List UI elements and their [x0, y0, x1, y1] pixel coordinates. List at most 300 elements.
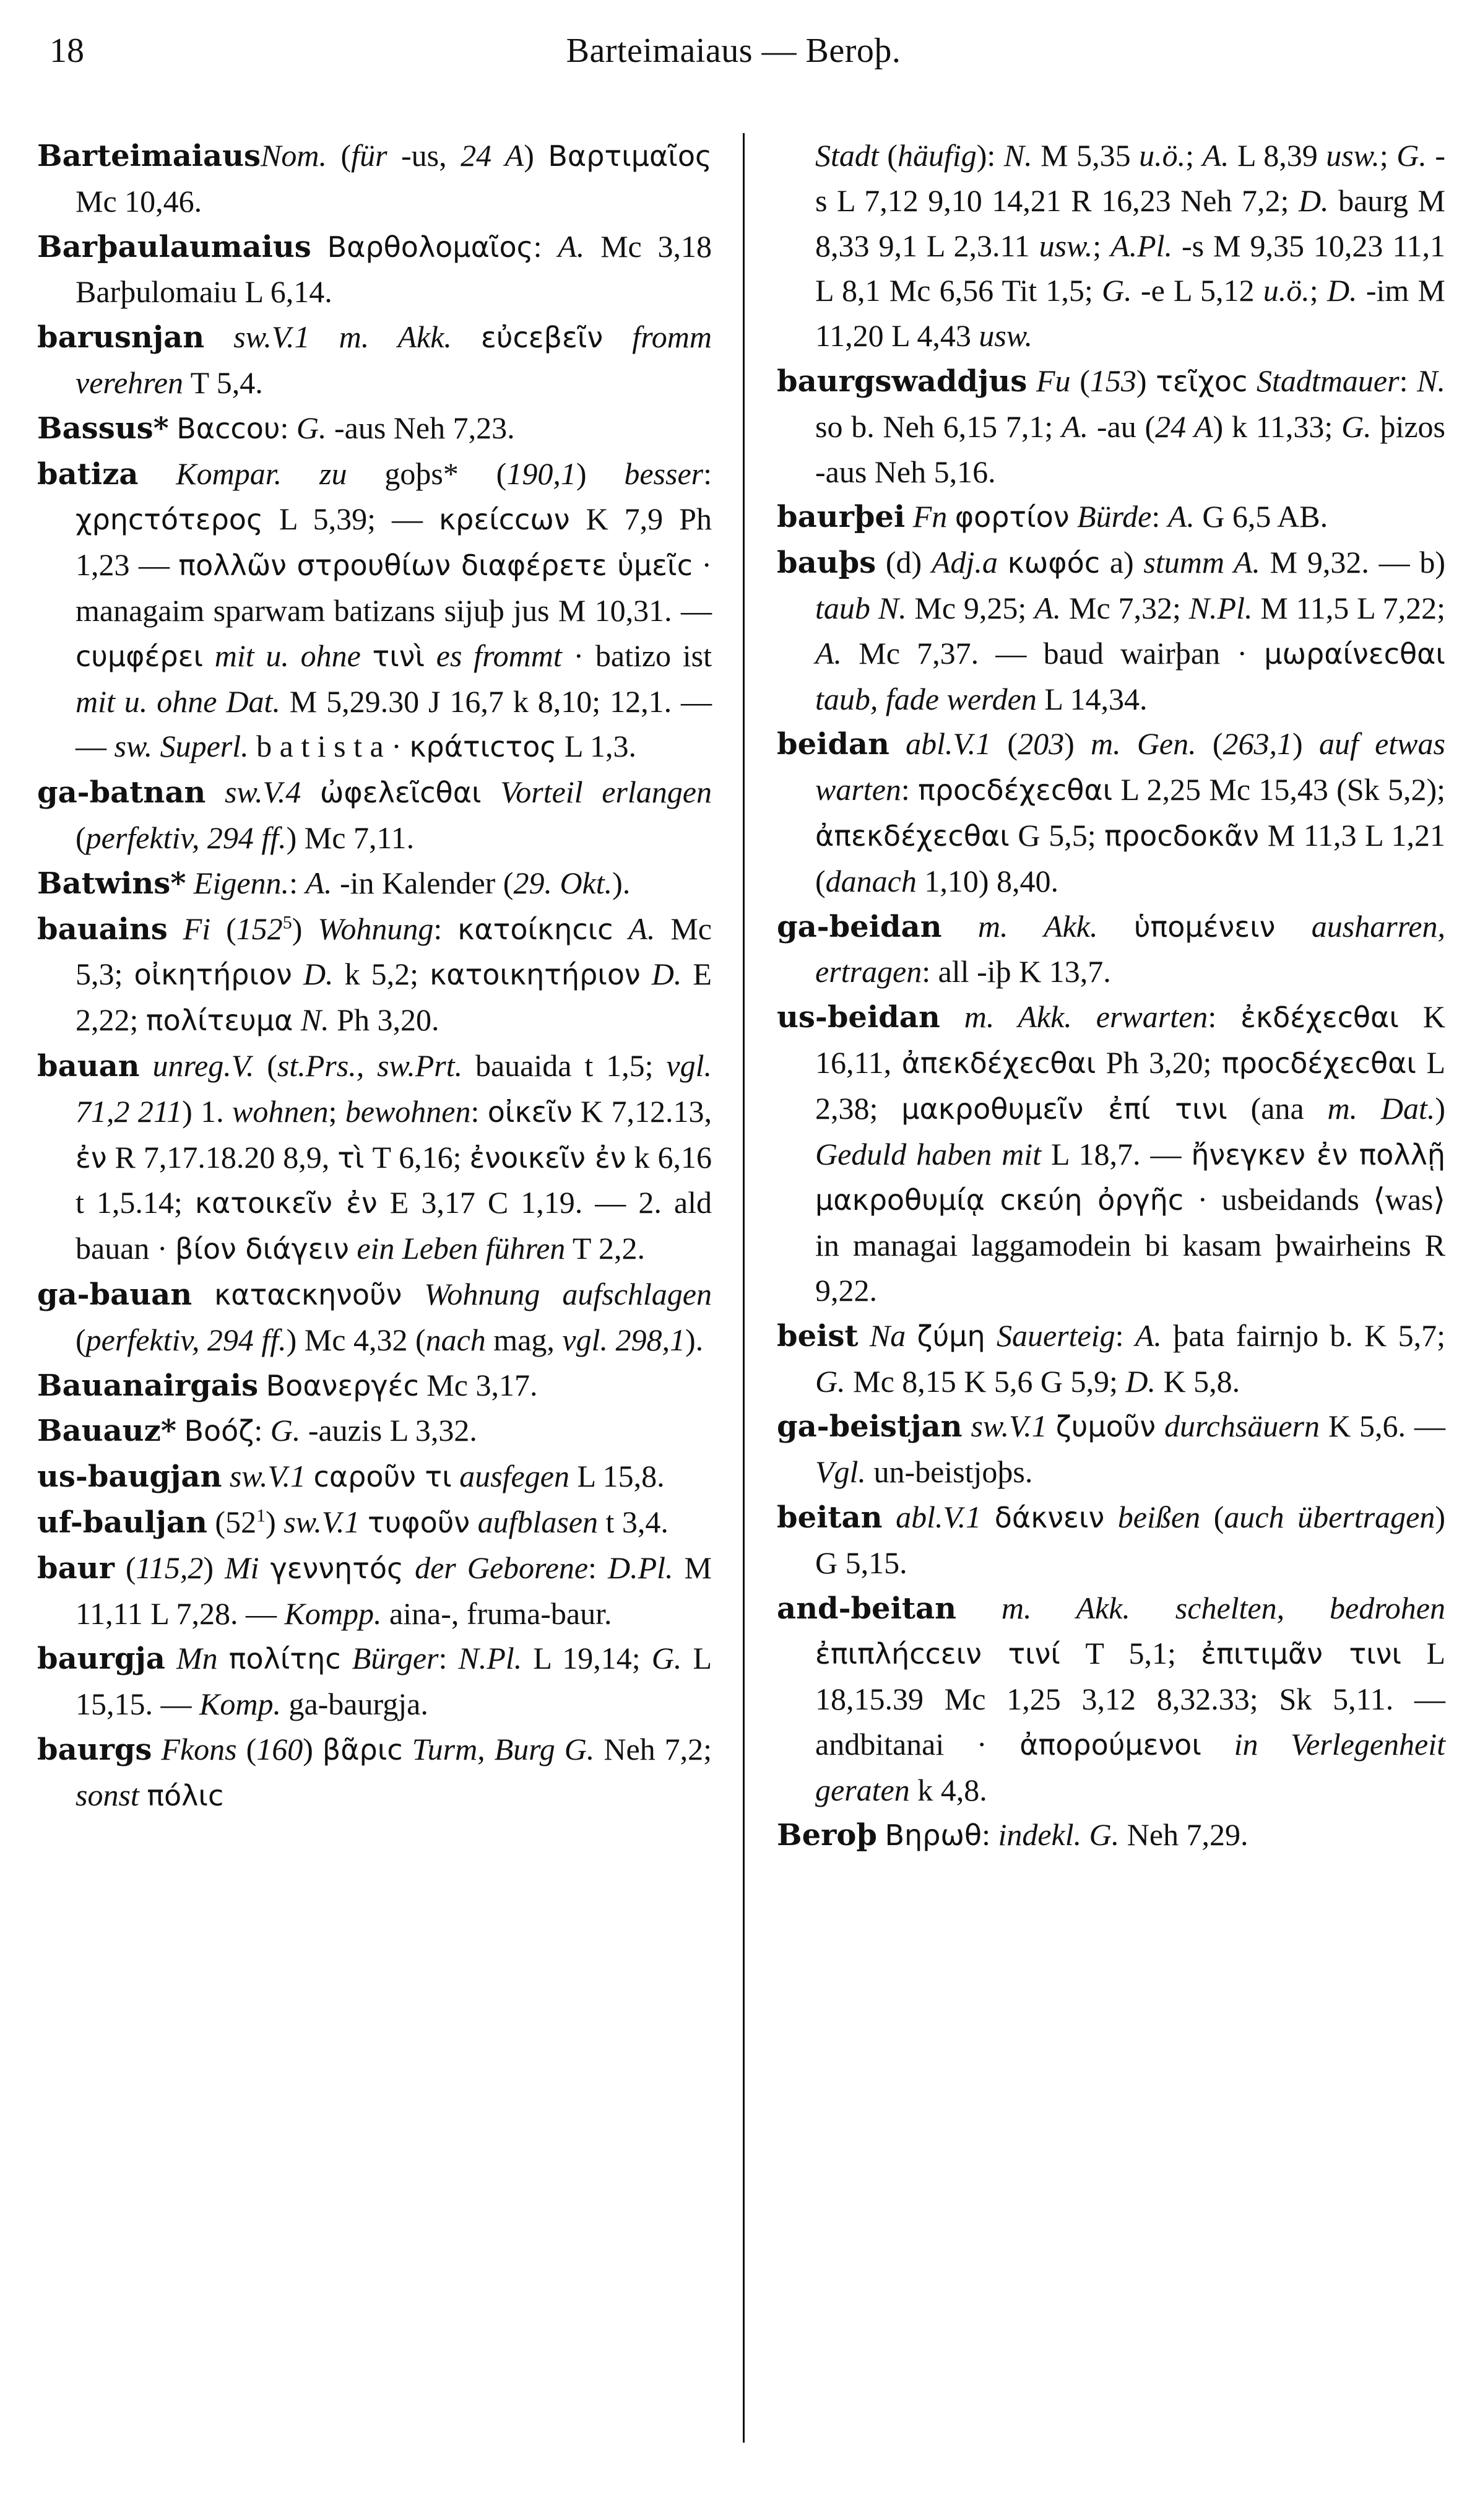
dictionary-entry — [37, 451, 712, 770]
entry-text — [1098, 909, 1134, 944]
entry-text: so b. Neh 6,15 7,1; — [815, 409, 1062, 444]
dictionary-entry — [777, 1812, 1445, 1858]
entry-headword: Beroþ — [777, 1818, 877, 1853]
entry-text: K 16,11, — [815, 999, 1445, 1080]
entry-text — [404, 1550, 415, 1585]
entry-text — [1070, 499, 1078, 534]
entry-text: k 5,2; — [333, 957, 430, 992]
entry-text: ; — [1309, 273, 1327, 308]
italic-gloss: Fkons — [161, 1731, 237, 1766]
italic-gloss: 24 A — [461, 138, 524, 173]
greek-text: καταcκηνοῦν — [214, 1277, 402, 1311]
greek-text: Βαρθολομαῖος — [327, 230, 534, 264]
entry-text: : — [1208, 999, 1241, 1035]
entry-text — [204, 319, 233, 354]
dictionary-entry — [777, 1586, 1445, 1813]
entry-text — [613, 911, 628, 946]
greek-text: πολίτηc — [228, 1642, 341, 1676]
entry-headword: bauan — [37, 1048, 140, 1084]
greek-text: τυφοῦν — [367, 1505, 470, 1539]
italic-gloss: bewohnen — [345, 1093, 471, 1129]
entry-text: k 6,16 t 1,5.14; — [76, 1139, 712, 1220]
dictionary-entry — [777, 904, 1445, 995]
entry-text: : — [433, 911, 458, 946]
italic-gloss: A. — [558, 228, 585, 264]
entry-text: ) — [524, 138, 548, 173]
greek-text: ἐκδέχεcθαι — [1240, 1001, 1399, 1035]
entry-text — [203, 638, 215, 673]
entry-text: L 18,7. — — [1041, 1136, 1192, 1171]
entry-text: bauaida t 1,5; — [462, 1048, 667, 1083]
entry-text — [956, 1591, 1002, 1625]
entry-text: ; — [328, 1093, 345, 1129]
entry-text: Neh 7,29. — [1119, 1817, 1248, 1853]
dictionary-entry — [37, 1636, 712, 1727]
entry-text: ) k 11,33; — [1213, 409, 1342, 444]
entry-text: ) — [1064, 726, 1091, 762]
italic-gloss: Sauerteig — [996, 1318, 1115, 1353]
entry-text — [140, 1048, 153, 1083]
entry-text — [186, 866, 194, 900]
entry-text: K 7,9 Ph 1,23 — — [76, 502, 712, 583]
italic-gloss: 152 — [236, 911, 283, 946]
entry-headword: bauains — [37, 911, 168, 947]
italic-gloss: Stadt — [815, 138, 879, 173]
dictionary-entry — [777, 1404, 1445, 1495]
entry-text: : — [533, 228, 558, 264]
italic-gloss: 203 — [1018, 726, 1065, 762]
italic-gloss: Na — [869, 1318, 906, 1353]
entry-text — [940, 999, 964, 1034]
italic-gloss: A. — [1167, 499, 1195, 534]
greek-text: ἐπιπλήccειν τινί — [815, 1637, 1060, 1671]
italic-gloss: usw. — [1326, 138, 1380, 173]
entry-text: ) — [292, 911, 318, 946]
italic-gloss: D. — [303, 957, 334, 992]
entry-text: T 5,4. — [183, 365, 263, 400]
entry-text: -us, — [387, 138, 461, 173]
entry-text: G 5,5; — [1009, 817, 1105, 853]
entry-text — [1047, 1409, 1056, 1443]
italic-gloss: Fn — [912, 499, 948, 534]
entry-text: T 5,1; — [1060, 1636, 1201, 1671]
entry-text — [1201, 1727, 1234, 1762]
greek-text: ὑπομένειν — [1133, 910, 1276, 944]
entry-text: K 7,12.13, — [572, 1093, 712, 1129]
greek-text: δάκνειν — [994, 1500, 1105, 1534]
entry-text: k 4,8. — [909, 1772, 987, 1807]
entry-text: Neh 7,2; — [594, 1731, 712, 1766]
italic-gloss: für — [351, 138, 387, 173]
entry-text — [259, 1550, 270, 1585]
italic-gloss: durchsäuern — [1164, 1409, 1320, 1444]
entry-text: ). — [612, 865, 631, 900]
column-divider — [743, 133, 745, 2443]
italic-gloss: G. — [270, 1413, 301, 1448]
entry-text: -im M 11,20 L 4,43 — [815, 273, 1445, 354]
entry-text: ga-baurgja. — [280, 1687, 428, 1722]
italic-gloss: perfektiv, 294 ff. — [85, 1322, 287, 1357]
entry-headword: Bauanairgais — [37, 1368, 259, 1403]
italic-gloss: indekl. G. — [998, 1817, 1120, 1853]
entry-headword: Barteimaiaus — [37, 139, 261, 173]
entry-headword: ga-batnan — [37, 775, 206, 810]
italic-gloss: perfektiv, 294 ff. — [85, 820, 287, 855]
entry-headword: ga-beistjan — [777, 1409, 963, 1445]
italic-gloss: Kompar. zu — [176, 456, 347, 491]
italic-gloss: ausfegen — [459, 1459, 569, 1494]
dictionary-entry — [37, 1408, 712, 1454]
entry-text — [139, 1778, 147, 1812]
entry-text — [1275, 909, 1311, 944]
entry-text — [293, 1002, 301, 1037]
italic-gloss: 263,1 — [1222, 726, 1293, 762]
entry-text: baurg M 8,33 9,1 L 2,3.11 — [815, 183, 1445, 263]
entry-text: L 8,39 — [1229, 138, 1326, 173]
greek-text: χρηcτότερος — [76, 503, 263, 537]
italic-gloss: G. — [1396, 138, 1427, 173]
greek-text: ὠφελεῖcθαι — [319, 776, 482, 810]
italic-gloss: Mn — [176, 1641, 218, 1676]
greek-text: οἰκητήριον — [134, 958, 292, 992]
italic-gloss: häufig — [897, 138, 977, 173]
italic-gloss: N. — [300, 1002, 329, 1038]
dictionary-entry — [37, 1363, 712, 1409]
italic-gloss: A. — [1034, 590, 1062, 625]
entry-text: aina-, fruma-baur. — [381, 1596, 612, 1631]
entry-text: ) — [266, 1504, 284, 1539]
entry-text: ) Mc 4,32 ( — [286, 1322, 426, 1357]
greek-text: Βοανεργέc — [266, 1368, 419, 1402]
entry-text: G 6,5 AB. — [1194, 499, 1328, 534]
entry-headword: and-beitan — [777, 1591, 956, 1626]
greek-text: προcδοκᾶν — [1104, 819, 1260, 853]
italic-gloss: Wohnung aufschlagen — [424, 1276, 712, 1311]
entry-text: ) Mc 7,11. — [286, 820, 415, 855]
entry-text — [603, 319, 632, 354]
dictionary-entry — [37, 1500, 712, 1545]
entry-text: Mc 7,37. — baud wairþan · — [842, 635, 1265, 671]
entry-text: ( — [210, 911, 236, 946]
entry-text: a) — [1100, 545, 1144, 580]
greek-text: ἤνεγκεν ἐν πολλῇ μακροθυμίᾳ cκεύη ὀργῆc — [815, 1137, 1445, 1217]
left-column — [37, 133, 712, 1818]
entry-text: : — [901, 772, 919, 807]
right-column — [777, 133, 1445, 1858]
greek-text: κωφόc — [1007, 546, 1101, 580]
entry-headword: Bassus* — [37, 411, 169, 446]
entry-text: ( — [114, 1550, 136, 1585]
greek-text: προcδέχεcθαι — [918, 773, 1113, 807]
entry-text — [168, 911, 183, 946]
dictionary-entry — [777, 358, 1445, 494]
entry-text: : — [254, 1413, 270, 1448]
dictionary-entry — [37, 1272, 712, 1363]
entry-text: : all -iþ K 13,7. — [922, 954, 1111, 989]
italic-gloss: Mi — [225, 1550, 259, 1585]
entry-text: M 5,35 — [1032, 138, 1140, 173]
entry-headword: baur — [37, 1550, 115, 1586]
entry-text — [947, 499, 955, 534]
entry-text: K 5,8. — [1155, 1363, 1240, 1399]
entry-text: ( — [991, 726, 1018, 762]
entry-headword: uf-bauljan — [37, 1505, 207, 1540]
entry-text — [292, 957, 303, 991]
entry-text — [981, 1500, 995, 1534]
italic-gloss: Stadtmauer — [1257, 363, 1400, 398]
entry-text: : — [588, 1550, 608, 1585]
greek-text: Βοόζ — [184, 1414, 254, 1448]
entry-text: L 1,3. — [556, 729, 637, 764]
italic-gloss: D. — [651, 957, 682, 992]
dictionary-entry — [37, 133, 712, 224]
entry-text: þata fairnjo b. K 5,7; — [1161, 1318, 1446, 1353]
dictionary-entry — [777, 1313, 1445, 1404]
entry-text: ) — [203, 1550, 225, 1585]
greek-text: πολίτευμα — [145, 1004, 293, 1038]
entry-text: 52 — [225, 1504, 257, 1539]
entry-text: M 11,11 L 7,28. — — [76, 1550, 712, 1631]
entry-headword: beist — [777, 1318, 859, 1353]
entry-text: · managaim sparwam batizans sijuþ jus M 10,31. — — [76, 547, 712, 628]
entry-text: E 2,22; — [76, 957, 712, 1038]
italic-gloss: Vgl. — [815, 1454, 866, 1490]
greek-text: κρείccων — [439, 503, 570, 537]
entry-text: (d) — [876, 545, 932, 580]
greek-text: Βηρωθ — [885, 1818, 982, 1853]
entry-text: 1,10) 8,40. — [916, 863, 1059, 898]
greek-text: κατοίκηcιc — [457, 912, 613, 946]
italic-gloss: m. Akk. erwarten — [964, 999, 1208, 1035]
italic-gloss: Bürger — [352, 1641, 439, 1676]
entry-text: ) — [1136, 363, 1156, 398]
entry-text: ): — [976, 138, 1004, 173]
entry-headword: beitan — [777, 1500, 883, 1535]
italic-gloss: sw.V.1 m. Akk. — [233, 319, 452, 355]
entry-text: Mc 3,18 Barþulomaiu L 6,14. — [76, 228, 712, 310]
entry-text: -s M 9,35 10,23 11,1 L 8,1 Mc 6,56 Tit 1,5; — [815, 228, 1445, 308]
entry-text: Mc 5,3; — [76, 911, 712, 992]
entry-text: ) — [1292, 726, 1319, 762]
entry-text: un-beistjoþs. — [865, 1454, 1033, 1490]
italic-gloss: besser — [624, 456, 704, 491]
entry-text — [206, 775, 225, 809]
italic-gloss: 115,2 — [136, 1550, 204, 1585]
entry-text — [452, 319, 481, 354]
italic-gloss: m. Akk. schelten, bedrohen — [1001, 1590, 1445, 1625]
italic-gloss: sw.V.4 — [225, 775, 301, 810]
entry-text: b a t i s t a · — [248, 729, 410, 764]
entry-text — [222, 1459, 230, 1493]
entry-text: ( — [878, 138, 898, 173]
entry-text — [152, 1732, 161, 1766]
entry-headword: Batwins* — [37, 866, 186, 901]
italic-gloss: sw.V.1 — [283, 1504, 360, 1539]
dictionary-entry — [777, 494, 1445, 540]
entry-text — [941, 909, 977, 944]
entry-text: K 5,6. — — [1319, 1409, 1446, 1444]
entry-text: ( — [207, 1504, 226, 1539]
entry-text — [641, 957, 652, 991]
italic-gloss: N.Pl. — [1188, 590, 1253, 625]
greek-text: cυμφέρει — [76, 639, 204, 673]
italic-gloss: Eigenn. — [193, 865, 290, 900]
entry-text: ) 1. — [182, 1093, 232, 1129]
entry-text: L 19,14; — [522, 1641, 652, 1676]
greek-text: τὶ — [337, 1141, 365, 1175]
italic-gloss: m. Dat. — [1327, 1090, 1435, 1126]
entry-text: L 15,8. — [569, 1459, 665, 1494]
entry-text: ; — [1379, 138, 1397, 173]
entry-text: · batizo ist — [561, 638, 712, 673]
page-header — [0, 25, 1467, 80]
entry-text: M 11,3 L 1,21 ( — [815, 817, 1445, 898]
entry-text — [452, 1459, 460, 1493]
italic-gloss: G. — [1341, 409, 1372, 444]
entry-text — [306, 1459, 314, 1493]
greek-text: πόλιc — [147, 1778, 224, 1812]
entry-text — [889, 726, 906, 761]
entry-text: : — [1115, 1318, 1135, 1353]
entry-headword: batiza — [37, 456, 139, 492]
entry-text: : — [1151, 499, 1168, 534]
entry-text: R 7,17.18.20 8,9, — [106, 1139, 338, 1175]
entry-text — [985, 1318, 997, 1353]
italic-gloss: G. — [651, 1641, 682, 1676]
entry-text: M 5,29.30 J 16,7 k 8,10; 12,1. — — — [76, 684, 712, 764]
italic-gloss: st.Prs., sw.Prt. — [277, 1048, 463, 1083]
entry-text: ). — [685, 1322, 704, 1357]
entry-text: : — [470, 1093, 488, 1129]
entry-text: : — [280, 410, 296, 445]
greek-text: εὐcεβεῖν — [481, 321, 604, 355]
greek-text: ἀπορούμενοι — [1019, 1727, 1201, 1762]
italic-gloss: N. — [1417, 363, 1446, 398]
greek-text: γεννητός — [270, 1551, 404, 1585]
entry-headword: beidan — [777, 727, 889, 762]
italic-gloss: D. — [1125, 1363, 1156, 1399]
italic-gloss: A. — [1135, 1318, 1162, 1353]
entry-headword: bauþs — [777, 545, 876, 581]
italic-gloss: taub, fade werden — [815, 681, 1037, 716]
greek-text: ἐπιτιμᾶν τινι — [1201, 1637, 1402, 1671]
italic-gloss: u.ö. — [1139, 138, 1186, 173]
entry-text — [361, 638, 373, 673]
italic-gloss: A. — [1062, 409, 1089, 444]
entry-text: : — [1399, 363, 1417, 398]
entry-text — [176, 1413, 184, 1448]
entry-text — [998, 545, 1008, 580]
entry-text: Ph 3,20. — [329, 1002, 439, 1038]
entry-text: ) — [303, 1731, 322, 1766]
greek-text: κράτιcτος — [409, 730, 557, 764]
greek-text: κατοικεῖν ἐν — [194, 1186, 378, 1220]
greek-text: ζύμη — [917, 1319, 985, 1353]
entry-text — [906, 1318, 917, 1353]
entry-text: Ph 3,20; — [1096, 1045, 1222, 1080]
entry-text — [192, 1277, 214, 1311]
italic-gloss: Kompp. — [284, 1596, 382, 1631]
entry-headword: baurgs — [37, 1732, 152, 1767]
greek-text: τεῖχοc — [1156, 364, 1248, 398]
entry-text — [1156, 1409, 1164, 1443]
entry-text: t 3,4. — [598, 1504, 669, 1539]
italic-gloss: Wohnung — [318, 911, 434, 946]
entry-text — [218, 1641, 229, 1675]
entry-text — [138, 456, 176, 491]
italic-gloss: beißen — [1117, 1499, 1201, 1534]
italic-gloss: nach — [425, 1322, 486, 1357]
entry-text — [402, 1277, 424, 1311]
entry-text: Mc 7,32; — [1061, 590, 1189, 625]
entry-text: þizos -aus Neh 5,16. — [815, 409, 1445, 489]
entry-headword: baurgja — [37, 1641, 165, 1677]
entry-text: -s L 7,12 9,10 14,21 R 16,23 Neh 7,2; — [815, 138, 1445, 218]
entry-text — [341, 1641, 352, 1675]
entry-text: 5 — [282, 911, 292, 932]
entry-text — [1104, 1500, 1118, 1534]
entry-text: Mc 8,15 K 5,6 G 5,9; — [845, 1363, 1126, 1399]
entry-text: Mc 3,17. — [418, 1367, 538, 1402]
entry-text — [360, 1505, 368, 1539]
greek-text: οἰκεῖν — [487, 1095, 573, 1129]
entry-text: M 11,5 L 7,22; — [1252, 590, 1445, 625]
entry-text: ( — [1196, 726, 1223, 762]
dictionary-entry — [37, 406, 712, 451]
italic-gloss: Vorteil erlangen — [500, 775, 712, 810]
entry-text: ( — [236, 1731, 257, 1766]
italic-gloss: fromm verehren — [76, 319, 712, 400]
italic-gloss: mit u. ohne — [214, 638, 361, 673]
entry-text: -au ( — [1088, 409, 1156, 444]
entry-text — [311, 229, 327, 264]
italic-gloss: N. — [1003, 138, 1032, 173]
italic-gloss: in Verlegenheit geraten — [815, 1726, 1446, 1807]
entry-text: -auzis L 3,32. — [300, 1413, 477, 1448]
italic-gloss: vgl. 71,2 211 — [76, 1048, 712, 1129]
italic-gloss: taub N. — [815, 590, 907, 625]
italic-gloss: Nom. — [261, 138, 327, 173]
entry-text — [877, 1817, 885, 1852]
italic-gloss: G. — [815, 1363, 846, 1399]
entry-text: L 2,25 Mc 15,43 (Sk 5,2); — [1112, 772, 1445, 807]
italic-gloss: es frommt — [436, 638, 562, 673]
entry-text: : — [438, 1641, 459, 1676]
entry-text: Mc 9,25; — [906, 590, 1035, 625]
italic-gloss: abl.V.1 — [896, 1499, 982, 1534]
entry-text: : — [703, 456, 712, 491]
dictionary-entry — [37, 315, 712, 406]
dictionary-entry — [37, 224, 712, 315]
running-head: Barteimaiaus — Beroþ. — [566, 32, 901, 70]
greek-text: Βαρτιμαῖος — [548, 139, 712, 173]
italic-gloss: m. Gen. — [1090, 726, 1197, 762]
entry-headword: baurþei — [777, 500, 906, 535]
italic-gloss: vgl. 298,1 — [562, 1322, 685, 1357]
dictionary-entry — [37, 906, 712, 1043]
italic-gloss: Bürde — [1077, 499, 1152, 534]
entry-headword: Bauauz* — [37, 1414, 176, 1449]
entry-headword: barusnjan — [37, 320, 205, 355]
entry-text: ; — [1185, 138, 1203, 173]
italic-gloss: 24 A — [1155, 409, 1213, 444]
entry-text — [883, 1500, 896, 1534]
greek-text: Βαccου — [176, 411, 280, 445]
entry-text: ( — [1200, 1499, 1224, 1534]
italic-gloss: N.Pl. — [458, 1641, 522, 1676]
greek-text: τινὶ — [372, 639, 425, 673]
entry-text: L 14,34. — [1036, 681, 1148, 716]
